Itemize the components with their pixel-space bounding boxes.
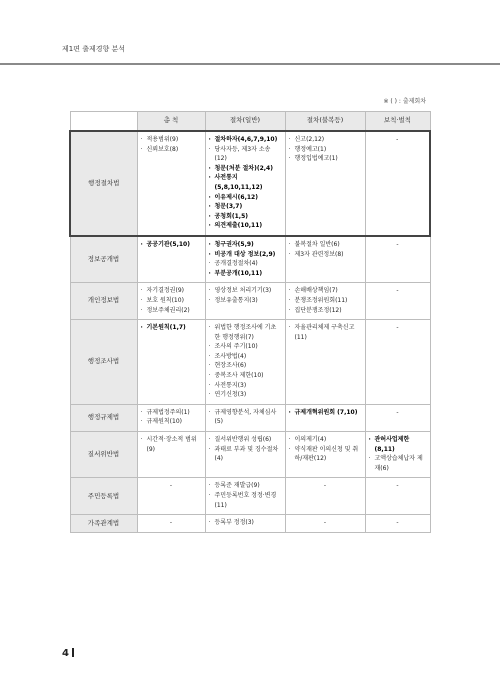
table-row xyxy=(70,478,430,515)
table-header-row xyxy=(70,112,430,132)
cell-item-list xyxy=(209,481,282,510)
list-item: · 사전통지(3) xyxy=(209,381,282,391)
table-cell: - xyxy=(285,478,365,515)
cell-item-list xyxy=(209,408,282,427)
list-item: · 주민등록번호 정정·변경(11) xyxy=(209,491,282,510)
table-cell: - xyxy=(365,283,430,320)
list-item: · 신뢰보호(8) xyxy=(141,145,202,155)
list-item: · 과태료 부과 및 징수절차(4) xyxy=(209,445,282,464)
table-cell: - xyxy=(365,131,430,236)
list-item: · 규제법정주의(1) xyxy=(141,408,202,418)
table-cell xyxy=(205,236,285,283)
row-category: 행정절차법 xyxy=(70,131,137,236)
table-cell xyxy=(137,283,205,320)
list-item-highlighted: · 청구권자(5,9) xyxy=(209,240,282,250)
row-category: 행정규제법 xyxy=(70,404,137,431)
cell-item-list xyxy=(289,408,362,418)
cell-item-list xyxy=(289,286,362,315)
table-cell xyxy=(205,515,285,533)
row-category: 가족관계법 xyxy=(70,515,137,533)
cell-item-list xyxy=(209,518,282,528)
table-cell xyxy=(285,236,365,283)
list-item: · 제3자 관련정보(8) xyxy=(289,250,362,260)
cell-item-list xyxy=(369,435,427,473)
table-cell xyxy=(137,404,205,431)
cell-item-list xyxy=(209,240,282,278)
legend-note: ※ ( ) : 출제회차 xyxy=(383,98,426,105)
list-item: · 행정입법예고(1) xyxy=(289,154,362,164)
list-item: · 규제원칙(10) xyxy=(141,417,202,427)
exam-trend-table xyxy=(69,111,431,533)
table-cell xyxy=(205,320,285,405)
table-row xyxy=(70,131,430,236)
header-rule xyxy=(0,63,500,65)
table-cell xyxy=(205,131,285,236)
list-item-highlighted: · 공공기관(5,10) xyxy=(141,240,202,250)
table-cell: - xyxy=(137,515,205,533)
list-item: · 정보유출통지(3) xyxy=(209,296,282,306)
list-item: · 분쟁조정위원회(11) xyxy=(289,296,362,306)
table-cell: - xyxy=(365,515,430,533)
list-item: · 공개결정절차(4) xyxy=(209,259,282,269)
list-item: · 연기신청(3) xyxy=(209,390,282,400)
list-item: · 규제영향분석, 자체심사(5) xyxy=(209,408,282,427)
list-item: · 자율관리체제 구축신고(11) xyxy=(289,323,362,342)
list-item-highlighted: · 청문(3,7) xyxy=(209,202,282,212)
list-item-highlighted: · 부분공개(10,11) xyxy=(209,269,282,279)
list-item: · 정보주체권리(2) xyxy=(141,306,202,316)
table-cell: - xyxy=(365,404,430,431)
table-row xyxy=(70,283,430,320)
cell-item-list xyxy=(209,135,282,231)
cell-item-list xyxy=(209,323,282,400)
cell-item-list xyxy=(141,408,202,427)
list-item: · 시간적·장소적 범위(9) xyxy=(141,435,202,454)
table-cell xyxy=(285,283,365,320)
table-cell: - xyxy=(365,236,430,283)
column-header: 총 칙 xyxy=(137,112,205,132)
table-cell xyxy=(137,320,205,405)
table-cell xyxy=(137,131,205,236)
table-row xyxy=(70,515,430,533)
list-item: · 신고(2,12) xyxy=(289,135,362,145)
page-number xyxy=(62,648,74,659)
list-item: · 조사방법(4) xyxy=(209,352,282,362)
table-cell xyxy=(205,283,285,320)
list-item-highlighted: · 의견제출(10,11) xyxy=(209,221,282,231)
table-cell xyxy=(285,320,365,405)
table-cell xyxy=(285,432,365,478)
table-row xyxy=(70,432,430,478)
cell-item-list xyxy=(141,135,202,154)
list-item: · 약식재판 이의신청 및 취하/재판(12) xyxy=(289,445,362,464)
cell-item-list xyxy=(141,435,202,454)
table-row xyxy=(70,404,430,431)
table-cell xyxy=(205,432,285,478)
column-header: 절차(불복등) xyxy=(285,112,365,132)
list-item-highlighted: · 이유제시(6,12) xyxy=(209,193,282,203)
list-item: · 현장조사(6) xyxy=(209,361,282,371)
list-item: · 당사자등, 제3자 소송(12) xyxy=(209,145,282,164)
list-item: · 영상정보 처리기기(3) xyxy=(209,286,282,296)
list-item: · 집단분쟁조정(12) xyxy=(289,306,362,316)
table-cell xyxy=(205,478,285,515)
cell-item-list xyxy=(141,323,202,333)
row-category: 개인정보법 xyxy=(70,283,137,320)
table-cell xyxy=(285,131,365,236)
table-row xyxy=(70,236,430,283)
cell-item-list xyxy=(141,240,202,250)
page-number-bar xyxy=(72,648,74,657)
list-item: · 손해배상책임(7) xyxy=(289,286,362,296)
list-item: · 등록준 재발급(9) xyxy=(209,481,282,491)
table-row xyxy=(70,320,430,405)
table-cell: - xyxy=(365,478,430,515)
list-item: · 중복조사 제한(10) xyxy=(209,371,282,381)
cell-item-list xyxy=(289,435,362,464)
list-item-highlighted: · 공청회(1,5) xyxy=(209,212,282,222)
list-item: · 자기결정권(9) xyxy=(141,286,202,296)
list-item-highlighted: · 규제개혁위원회 (7,10) xyxy=(289,408,362,418)
list-item: · 고액상습체납자 제재(6) xyxy=(369,454,427,473)
cell-item-list xyxy=(289,240,362,259)
table-cell xyxy=(137,432,205,478)
list-item: · 이의제기(4) xyxy=(289,435,362,445)
row-category: 주민등록법 xyxy=(70,478,137,515)
table-cell xyxy=(137,236,205,283)
list-item: · 적용범위(9) xyxy=(141,135,202,145)
list-item: · 보호 원칙(10) xyxy=(141,296,202,306)
page-number-text: 4 xyxy=(62,648,69,659)
row-category: 질서위반법 xyxy=(70,432,137,478)
table-body xyxy=(70,131,430,532)
list-item-highlighted: · 관허사업제한(8,11) xyxy=(369,435,427,454)
table-cell: - xyxy=(365,320,430,405)
table-cell xyxy=(205,404,285,431)
cell-item-list xyxy=(289,323,362,342)
list-item-highlighted: · 기본원칙(1,7) xyxy=(141,323,202,333)
list-item-highlighted: · 절차하자(4,6,7,9,10) xyxy=(209,135,282,145)
table-cell: - xyxy=(137,478,205,515)
list-item-highlighted: · 비공개 대상 정보(2,9) xyxy=(209,250,282,260)
cell-item-list xyxy=(209,435,282,464)
cell-item-list xyxy=(141,286,202,315)
list-item-highlighted: · 청문(처분 절차)(2,4) xyxy=(209,164,282,174)
list-item: · 등록부 정정(3) xyxy=(209,518,282,528)
table-cell xyxy=(365,432,430,478)
table-cell: - xyxy=(285,515,365,533)
cell-item-list xyxy=(289,135,362,164)
row-category: 행정조사법 xyxy=(70,320,137,405)
list-item: · 위법한 행정조사에 기초한 행정행위(7) xyxy=(209,323,282,342)
cell-item-list xyxy=(209,286,282,305)
list-item-highlighted: · 사전통지(5,8,10,11,12) xyxy=(209,173,282,192)
corner-cell xyxy=(70,112,137,132)
running-header: 제1편 출제경향 분석 xyxy=(62,45,125,53)
column-header: 절차(일반) xyxy=(205,112,285,132)
list-item: · 불복절차 일반(6) xyxy=(289,240,362,250)
row-category: 정보공개법 xyxy=(70,236,137,283)
column-header: 보칙·벌칙 xyxy=(365,112,430,132)
table-cell xyxy=(285,404,365,431)
list-item: · 질서위반행위 성립(6) xyxy=(209,435,282,445)
list-item: · 조사의 주기(10) xyxy=(209,342,282,352)
list-item: · 행정예고(1) xyxy=(289,145,362,155)
